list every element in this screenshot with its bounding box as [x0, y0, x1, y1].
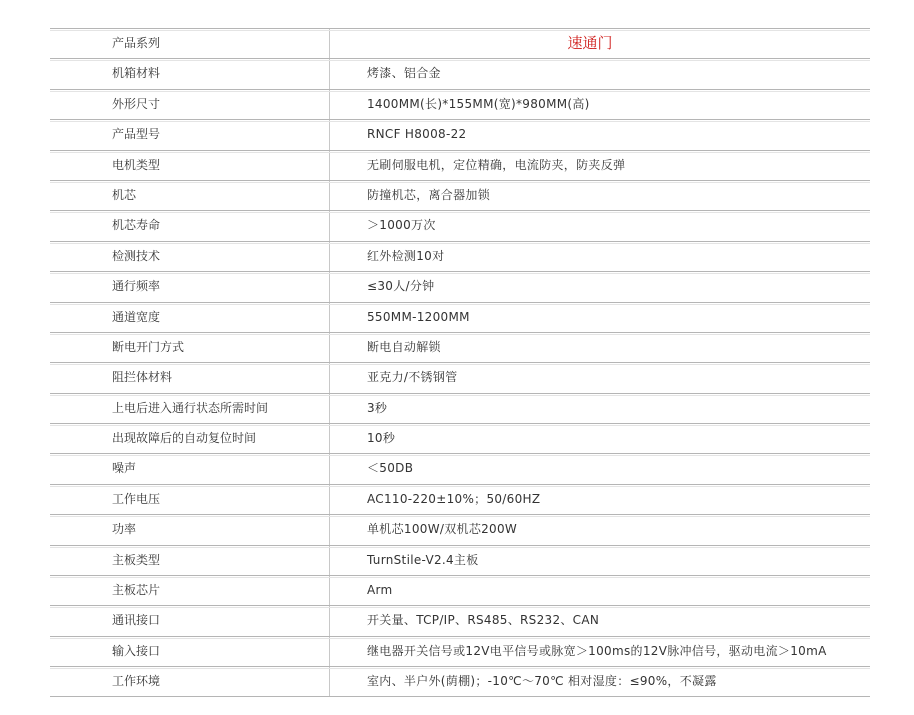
table-row — [50, 514, 870, 544]
row-label: 通道宽度 — [50, 303, 330, 332]
table-row — [50, 423, 870, 453]
row-label: 阻拦体材料 — [50, 363, 330, 392]
row-value: 红外检测10对 — [367, 248, 445, 263]
table-row — [50, 453, 870, 483]
spec-table — [50, 28, 870, 697]
row-label: 产品系列 — [50, 29, 330, 58]
row-label: 主板类型 — [50, 546, 330, 575]
table-row — [50, 666, 870, 696]
table-row — [50, 271, 870, 301]
table-row — [50, 241, 870, 271]
row-label: 断电开门方式 — [50, 333, 330, 362]
row-value: RNCF H8008-22 — [367, 127, 467, 142]
row-label: 外形尺寸 — [50, 90, 330, 119]
row-value: 单机芯100W/双机芯200W — [367, 522, 518, 537]
row-label: 检测技术 — [50, 242, 330, 271]
row-value: 继电器开关信号或12V电平信号或脉宽＞100ms的12V脉冲信号，驱动电流＞10mA — [367, 643, 827, 658]
table-row — [50, 58, 870, 88]
table-row — [50, 636, 870, 666]
row-label: 机芯寿命 — [50, 211, 330, 240]
row-label: 机芯 — [50, 181, 330, 210]
row-value: 无刷伺服电机，定位精确，电流防夹，防夹反弹 — [367, 157, 626, 172]
table-row — [50, 393, 870, 423]
row-value: ＞1000万次 — [367, 218, 436, 233]
table-row — [50, 484, 870, 514]
table-row — [50, 605, 870, 635]
row-value: 1400MM(长)*155MM(宽)*980MM(高) — [367, 96, 590, 111]
row-label: 通讯接口 — [50, 606, 330, 635]
table-row — [50, 332, 870, 362]
row-label: 产品型号 — [50, 120, 330, 149]
table-row — [50, 150, 870, 180]
row-label: 功率 — [50, 515, 330, 544]
table-row — [50, 545, 870, 575]
row-value: 10秒 — [367, 431, 396, 446]
table-row — [50, 362, 870, 392]
table-row — [50, 575, 870, 605]
table-row — [50, 302, 870, 332]
row-value: 亚克力/不锈钢管 — [367, 370, 458, 385]
row-label: 电机类型 — [50, 151, 330, 180]
row-value: 开关量、TCP/IP、RS485、RS232、CAN — [367, 613, 600, 628]
row-value: AC110-220±10%；50/60HZ — [367, 491, 541, 506]
table-header-row — [50, 28, 870, 58]
table-row — [50, 210, 870, 240]
row-label: 工作电压 — [50, 485, 330, 514]
product-series-title: 速通门 — [567, 34, 613, 52]
row-value: 550MM-1200MM — [367, 309, 470, 324]
row-value: 断电自动解锁 — [367, 339, 441, 354]
row-value: TurnStile-V2.4主板 — [367, 552, 479, 567]
row-value: ＜50DB — [367, 461, 414, 476]
table-row — [50, 119, 870, 149]
table-row — [50, 180, 870, 210]
row-label: 主板芯片 — [50, 576, 330, 605]
row-value: 烤漆、铝合金 — [367, 66, 441, 81]
row-label: 上电后进入通行状态所需时间 — [50, 394, 330, 423]
row-value: ≤30人/分钟 — [367, 279, 435, 294]
row-label: 机箱材料 — [50, 59, 330, 88]
row-label: 噪声 — [50, 454, 330, 483]
table-row — [50, 89, 870, 119]
row-value: Arm — [367, 583, 393, 598]
row-label: 出现故障后的自动复位时间 — [50, 424, 330, 453]
row-label: 工作环境 — [50, 667, 330, 695]
row-label: 输入接口 — [50, 637, 330, 666]
row-label: 通行频率 — [50, 272, 330, 301]
row-value: 防撞机芯，离合器加锁 — [367, 187, 491, 202]
row-value: 3秒 — [367, 400, 388, 415]
row-value: 室内、半户外(荫棚)；-10℃～70℃ 相对湿度：≤90%，不凝露 — [367, 674, 717, 689]
